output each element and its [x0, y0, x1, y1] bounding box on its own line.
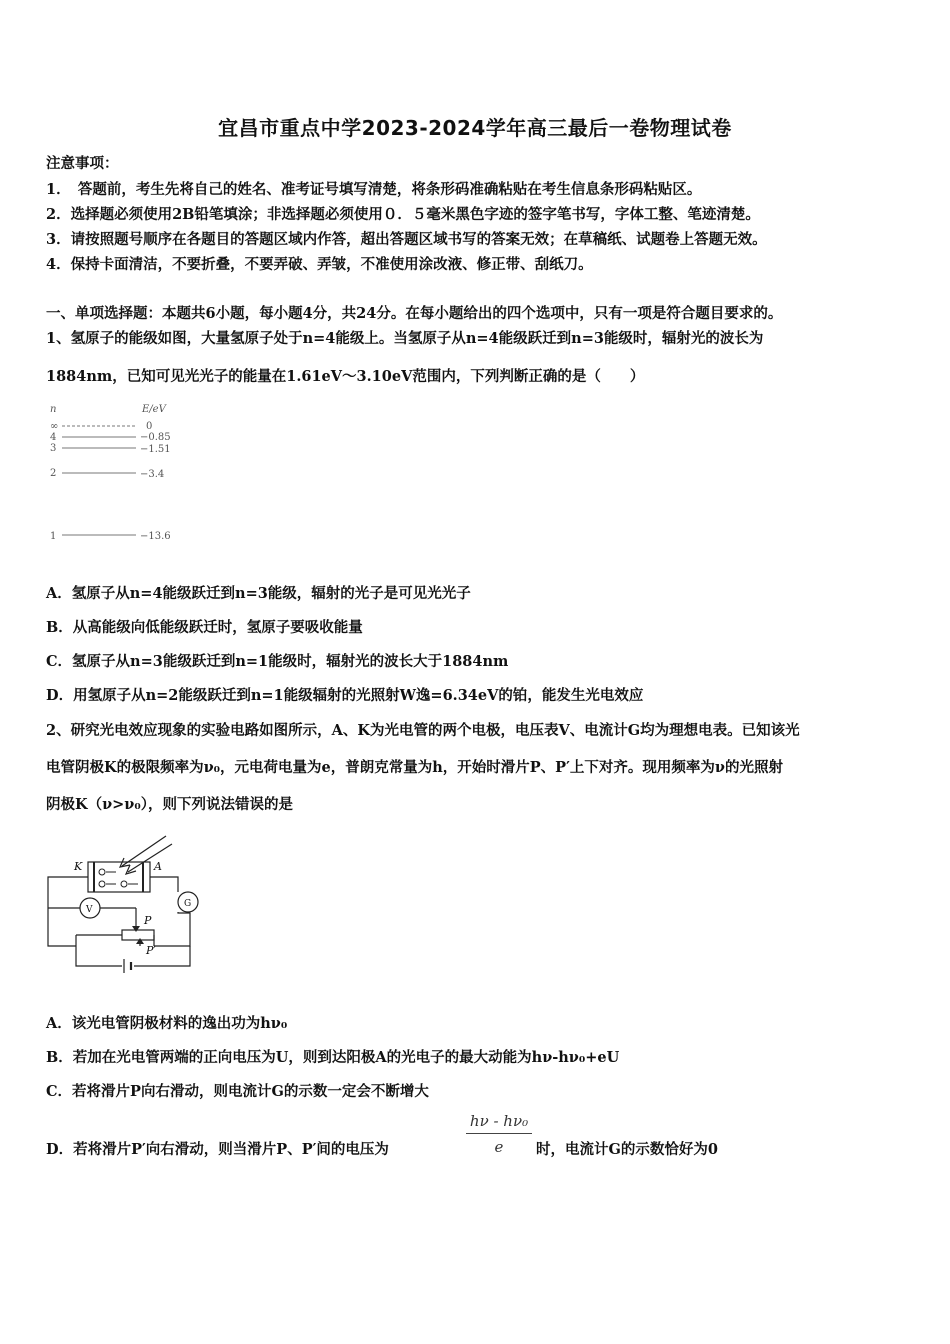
level-n-4: 4 [50, 432, 57, 443]
slider-p-arrow [132, 926, 140, 932]
note-item: 4．保持卡面清洁，不要折叠，不要弄破、弄皱，不准使用涂改液、修正带、刮纸刀。 [46, 256, 593, 273]
wire-right-lower [154, 912, 190, 946]
note-item: 3．请按照题号顺序在各题目的答题区域内作答，超出答题区域书写的答案无效；在草稿纸、试题卷上答题无效。 [46, 231, 767, 248]
q1-option-a[interactable]: A．氢原子从n=4能级跃迁到n=3能级，辐射的光子是可见光光子 [46, 585, 471, 602]
q2-option-a[interactable]: A．该光电管阴极材料的逸出功为hν₀ [46, 1015, 288, 1032]
notes-heading: 注意事项： [46, 155, 119, 172]
slider-p2-arrow [136, 938, 144, 944]
label-p: P [144, 914, 152, 927]
q2-option-c[interactable]: C．若将滑片P向右滑动，则电流计G的示数一定会不断增大 [46, 1083, 429, 1100]
battery-wire [76, 946, 122, 966]
q1-option-d[interactable]: D．用氢原子从n=2能级跃迁到n=1能级辐射的光照射W逸=6.34eV的铂，能发生光电效应 [46, 687, 644, 704]
level-n-1: 1 [50, 531, 57, 542]
level-n-3: 3 [50, 443, 57, 454]
energy-level-diagram [44, 398, 194, 548]
rheostat [122, 930, 154, 940]
level-n-2: 2 [50, 468, 57, 479]
label-v: V [86, 905, 93, 915]
label-p-prime: P′ [146, 944, 156, 957]
label-g: G [184, 899, 192, 909]
electron-3 [121, 881, 127, 887]
level-e-3: −1.51 [140, 444, 171, 455]
q2-option-d-tail: 时，电流计G的示数恰好为0 [536, 1141, 718, 1158]
level-n-inf: ∞ [50, 421, 59, 432]
question-1-stem-line1: 1、氢原子的能级如图，大量氢原子处于n=4能级上。当氢原子从n=4能级跃迁到n=3能级时，辐射光的波长为 [46, 330, 764, 347]
q2-option-b[interactable]: B．若加在光电管两端的正向电压为U，则到达阳极A的光电子的最大动能为hν-hν₀+eU [46, 1049, 620, 1066]
q2-option-d-text[interactable]: D．若将滑片P′向右滑动，则当滑片P、P′间的电压为 [46, 1141, 389, 1158]
level-e-4: −0.85 [140, 432, 171, 443]
section-heading: 一、单项选择题：本题共6小题，每小题4分，共24分。在每小题给出的四个选项中，只有一项是符合题目要求的。 [46, 305, 783, 322]
question-1-stem-line2: 1884nm，已知可见光光子的能量在1.61eV～3.10eV范围内，下列判断正确的是（ ） [46, 368, 645, 385]
wire-right [150, 877, 178, 892]
note-item: 2．选择题必须使用2B铅笔填涂；非选择题必须使用０．５毫米黑色字迹的签字笔书写，字体工整、笔迹清楚。 [46, 206, 760, 223]
label-a: A [154, 860, 162, 873]
photoelectric-circuit-diagram [42, 828, 212, 978]
photo-tube [88, 862, 150, 892]
battery-wire-right [134, 946, 190, 966]
level-e-1: −13.6 [140, 531, 171, 542]
electron-2 [99, 881, 105, 887]
question-2-stem-line3: 阴极K（ν>ν₀），则下列说法错误的是 [46, 796, 293, 813]
q1-option-c[interactable]: C．氢原子从n=3能级跃迁到n=1能级时，辐射光的波长大于1884nm [46, 653, 509, 670]
fraction-denominator: e [494, 1138, 504, 1156]
question-2-stem-line1: 2、研究光电效应现象的实验电路如图所示，A、K为光电管的两个电极，电压表V、电流计G均为理想电表。已知该光 [46, 722, 800, 739]
fraction-numerator: hν - hν₀ [466, 1112, 532, 1134]
wire-left [48, 877, 88, 946]
question-2-stem-line2: 电管阴极K的极限频率为ν₀，元电荷电量为e，普朗克常量为h，开始时滑片P、P′上下对齐。现用频率为ν的光照射 [46, 759, 783, 776]
axis-label-energy: E/eV [142, 404, 166, 415]
q1-option-b[interactable]: B．从高能级向低能级跃迁时，氢原子要吸收能量 [46, 619, 363, 636]
label-k: K [74, 860, 83, 873]
page-title: 宜昌市重点中学2023-2024学年高三最后一卷物理试卷 [218, 116, 732, 140]
voltage-fraction [466, 1112, 532, 1156]
level-e-inf: 0 [146, 421, 153, 432]
level-e-2: −3.4 [140, 469, 165, 480]
electron-1 [99, 869, 105, 875]
note-item: 1． 答题前，考生先将自己的姓名、准考证号填写清楚，将条形码准确粘贴在考生信息条形码粘贴区。 [46, 181, 702, 198]
axis-label-n: n [50, 404, 57, 415]
